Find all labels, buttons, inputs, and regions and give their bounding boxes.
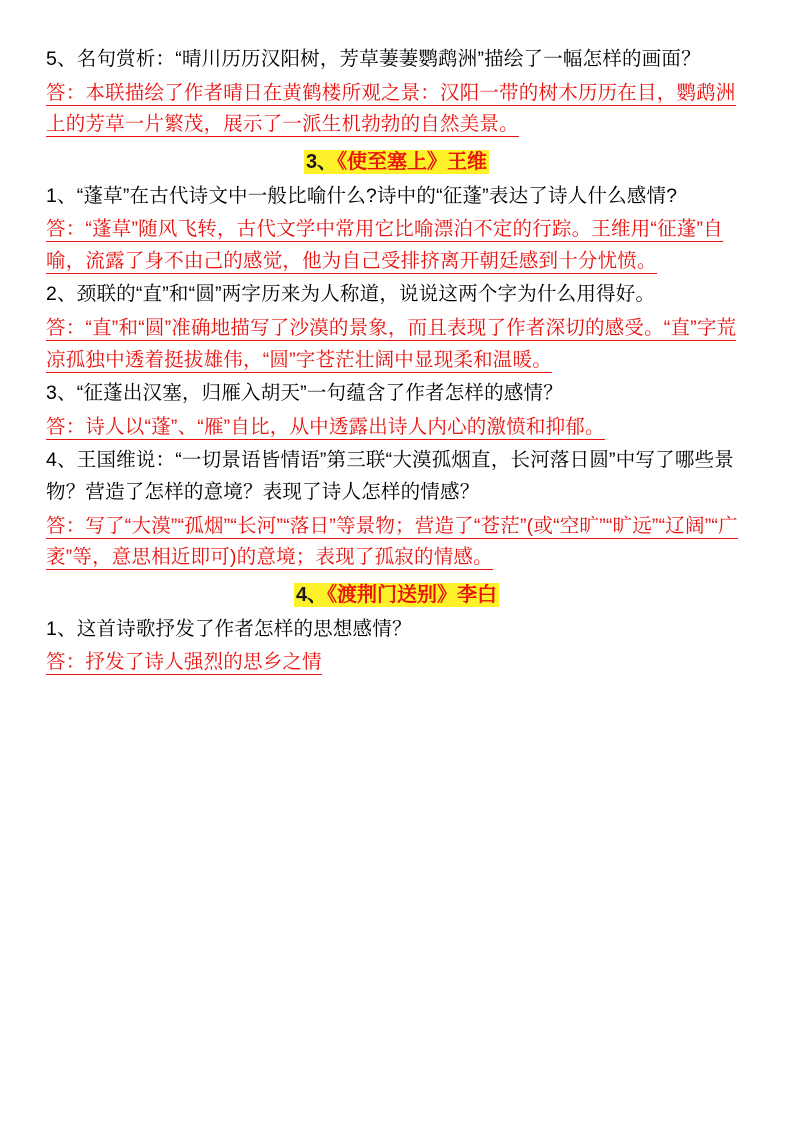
question-5-mingju-shangxi (46, 44, 747, 76)
answer-1-sixiang-ganqing (46, 647, 747, 679)
section-title-dujingmensongbie (46, 580, 747, 610)
section-poem-title: 《渡荆门送别》 (327, 583, 458, 606)
answer-5-mingju-shangxi (46, 78, 747, 141)
question-1-pengcao (46, 181, 747, 213)
document-content (46, 44, 747, 679)
highlighted-title (304, 150, 489, 174)
section-number: 4、 (295, 583, 328, 606)
question-text: 1、这首诗歌抒发了作者怎样的思想感情？ (46, 617, 412, 640)
answer-3-zhengpeng-chuhansai (46, 412, 747, 444)
answer-text: 答：诗人以“蓬”、“雁”自比，从中透露出诗人内心的激愤和抑郁。 (46, 415, 605, 438)
answer-text: 答：写了“大漠”“孤烟”“长河”“落日”等景物；营造了“苍茫”(或“空旷”“旷远”“辽阔”“广袤”等，意思相近即可)的意境；表现了孤寂的情感。 (46, 514, 738, 569)
section-number: 3、 (305, 150, 338, 173)
question-text: 5、名句赏析：“晴川历历汉阳树，芳草萋萋鹦鹉洲”描绘了一幅怎样的画面？ (46, 48, 701, 70)
answer-text: 答：本联描绘了作者晴日在黄鹤楼所观之景：汉阳一带的树木历历在目，鹦鹉洲上的芳草一片繁茂，展示了一派生机勃勃的自然美景。 (46, 81, 736, 136)
question-text: 3、“征蓬出汉塞，归雁入胡天”一句蕴含了作者怎样的感情？ (46, 382, 563, 405)
answer-text: 答：“蓬草”随风飞转，古代文学中常用它比喻漂泊不定的行踪。王维用“征蓬”自喻，流露了身不由己的感觉，他为自己受排挤离开朝廷感到十分忧愤。 (46, 218, 723, 272)
answer-4-wangguowei (46, 511, 747, 574)
highlighted-title (294, 583, 499, 607)
section-poem-title: 《使至塞上》 (337, 150, 448, 173)
question-text: 1、“蓬草”在古代诗文中一般比喻什么?诗中的“征蓬”表达了诗人什么感情? (46, 184, 678, 207)
answer-text: 答：“直”和“圆”准确地描写了沙漠的景象，而且表现了作者深切的感受。“直”字荒凉孤独中透着挺拔雄伟，“圆”字苍茫壮阔中显现柔和温暖。 (46, 317, 737, 371)
question-2-zhi-yuan (46, 279, 747, 311)
section-poem-author: 王维 (447, 150, 488, 173)
answer-2-zhi-yuan (46, 313, 747, 376)
question-text: 2、颈联的“直”和“圆”两字历来为人称道，说说这两个字为什么用得好。 (46, 283, 656, 306)
question-text: 4、王国维说：“一切景语皆情语”第三联“大漠孤烟直，长河落日圆”中写了哪些景物？营造了怎样的意境？表现了诗人怎样的情感？ (46, 449, 734, 503)
question-1-sixiang-ganqing (46, 614, 747, 646)
question-4-wangguowei (46, 445, 747, 508)
answer-text: 答：抒发了诗人强烈的思乡之情 (46, 651, 322, 674)
section-title-shizhisaishang (46, 147, 747, 177)
answer-1-pengcao (46, 214, 747, 277)
question-3-zhengpeng-chuhansai (46, 378, 747, 410)
section-poem-author: 李白 (457, 583, 498, 606)
